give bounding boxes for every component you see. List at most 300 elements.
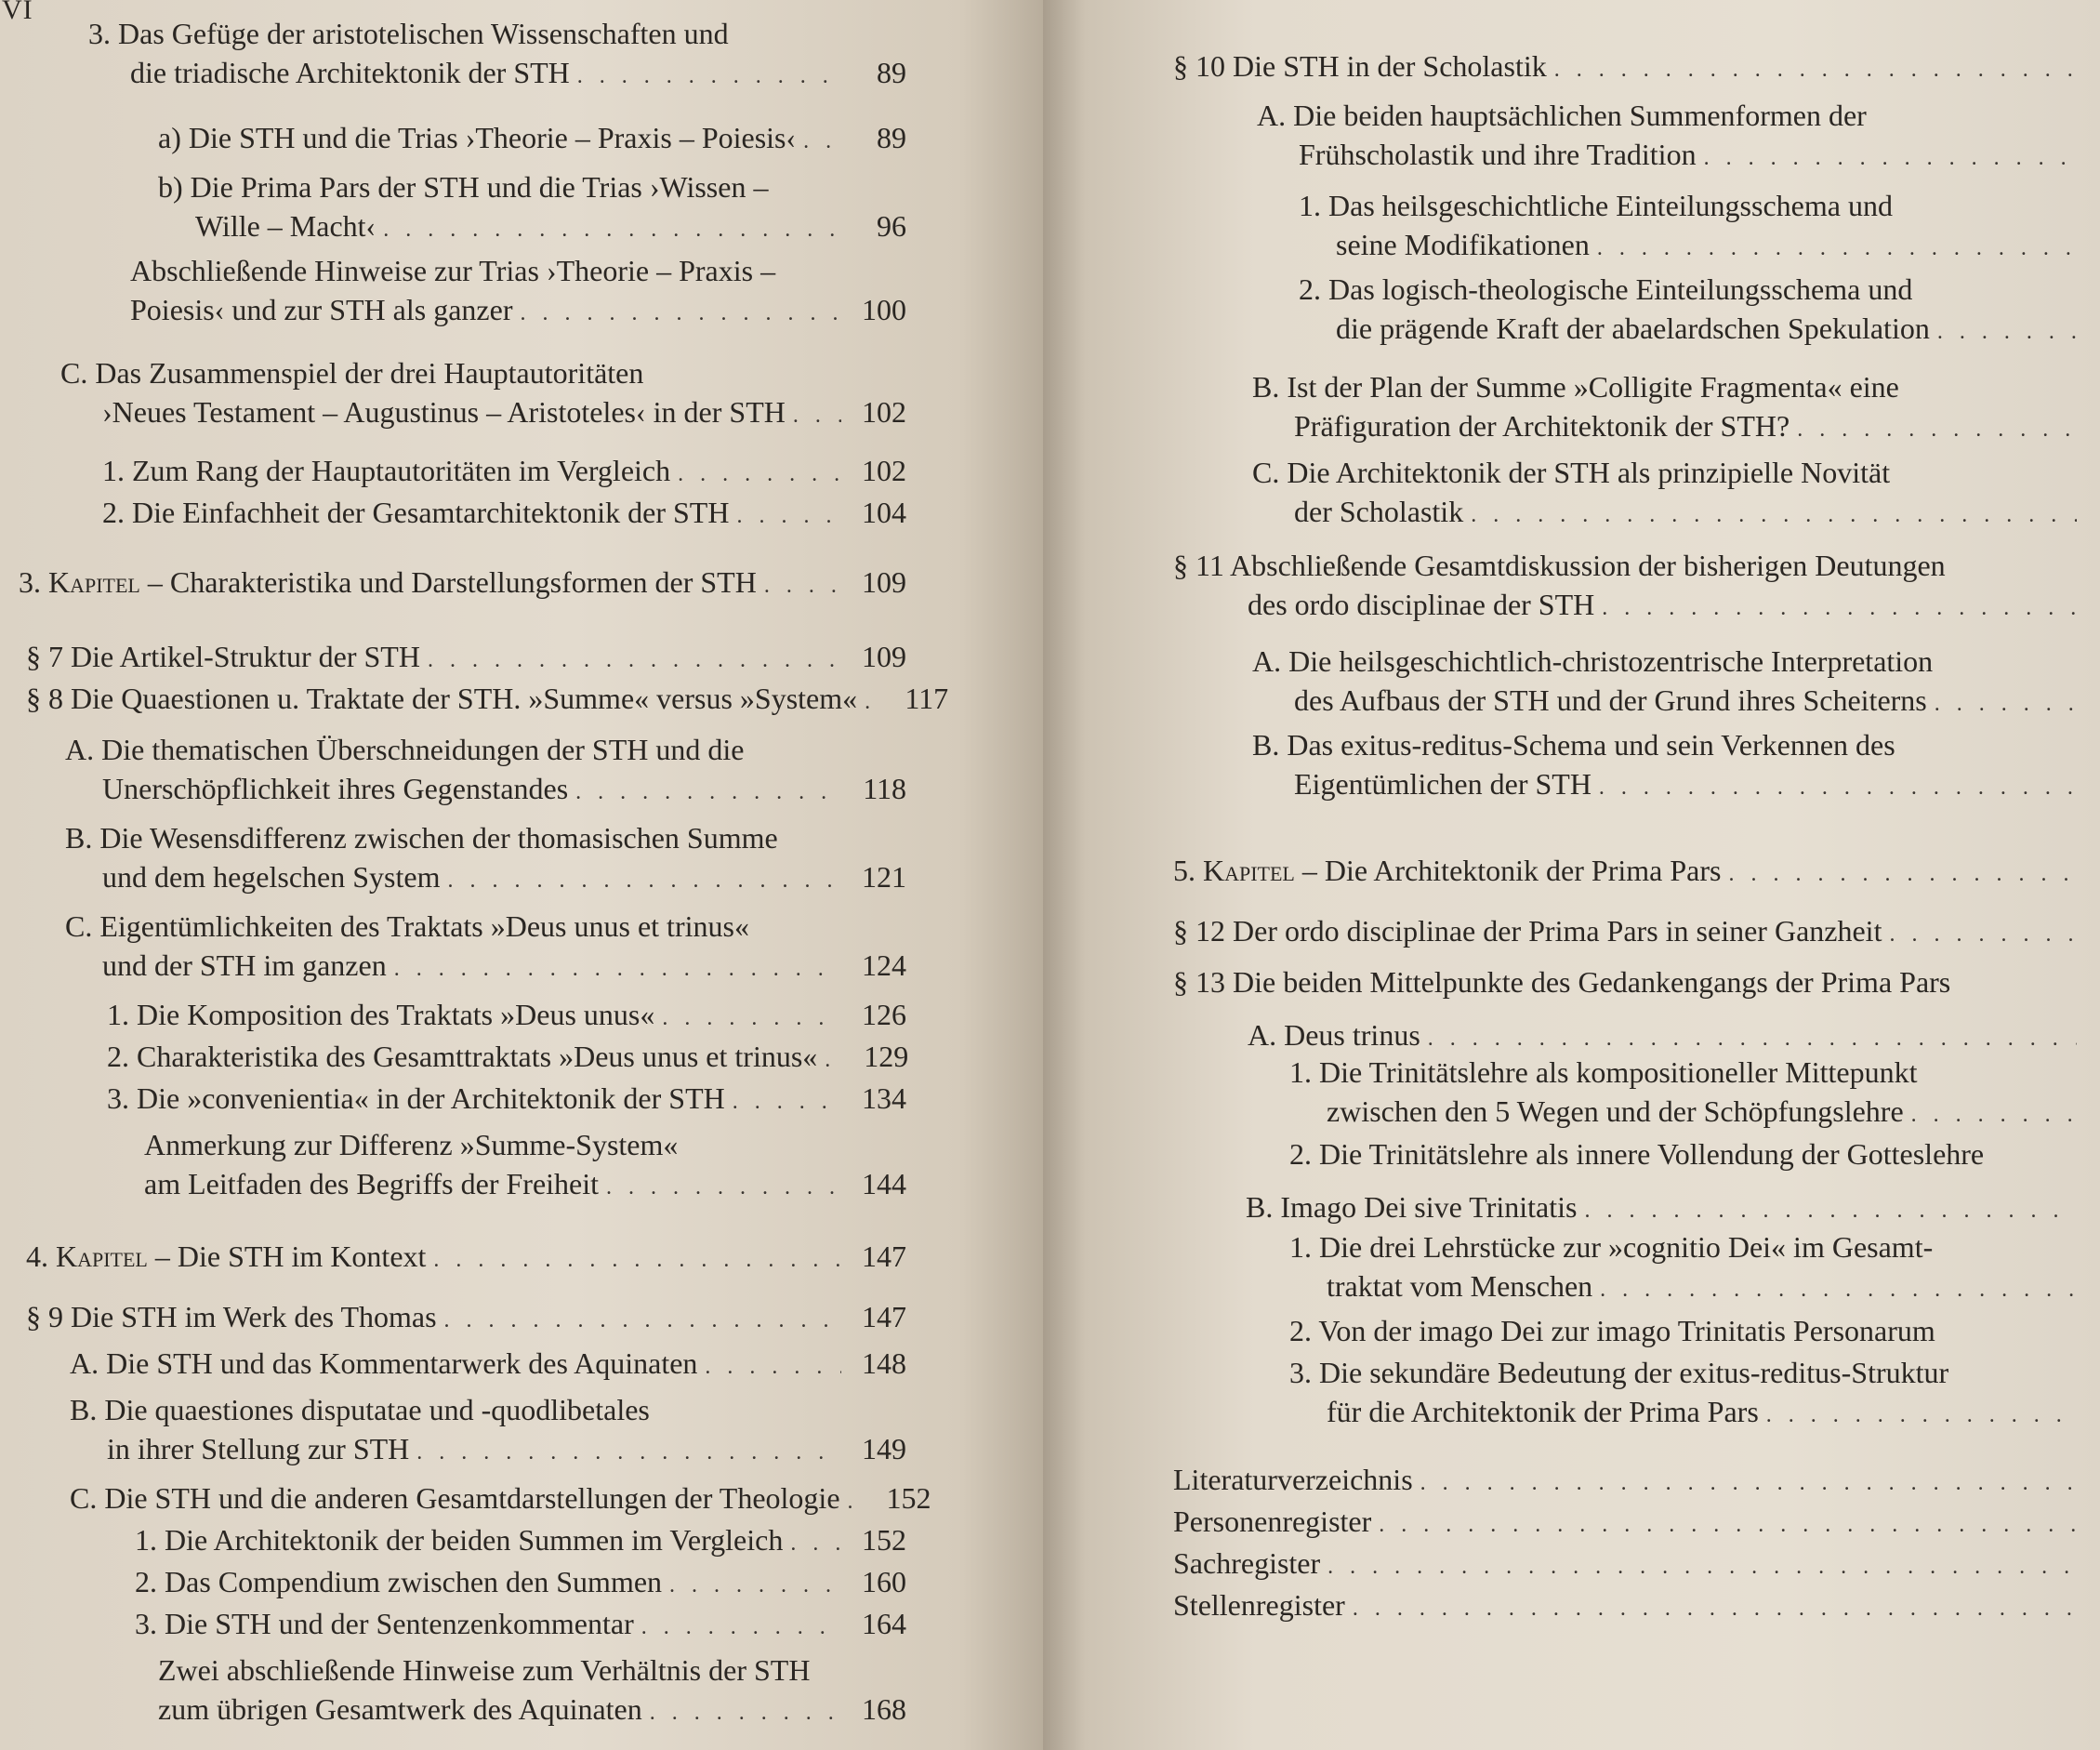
toc-line [1173, 1465, 2084, 1494]
toc-title-text: Personenregister [1173, 1505, 1372, 1538]
toc-entry [135, 1609, 906, 1638]
toc-line [1299, 191, 2084, 220]
toc-entry [70, 1481, 931, 1515]
toc-title-text: 2. Das logisch-theologische Einteilungsschema und [1299, 272, 1913, 306]
toc-entry [19, 567, 906, 597]
toc-entry [70, 1348, 906, 1378]
dot-leader [1797, 418, 2077, 441]
toc-title-text: § 7 Die Artikel-Struktur der STH [26, 640, 420, 673]
toc-entry-title [144, 1169, 599, 1199]
toc-page-number: 126 [862, 998, 906, 1031]
toc-page-number: 100 [862, 293, 906, 326]
dot-leader [865, 691, 883, 713]
toc-entry-title [70, 1348, 697, 1378]
toc-entry-title [1299, 191, 1893, 220]
toc-title-text: – Charakteristika und Darstellungsformen der STH [139, 565, 757, 599]
toc-entry-title [1289, 1232, 1933, 1262]
toc-line [60, 358, 906, 388]
toc-line [1299, 313, 2084, 343]
toc-entry-title [1252, 730, 1895, 760]
toc-entry-title [70, 1483, 840, 1513]
toc-entry [1248, 1020, 2084, 1050]
toc-line [1173, 855, 2084, 885]
dot-leader [520, 302, 841, 325]
toc-title-text: 3. Die STH und der Sentenzenkommentar [135, 1607, 634, 1640]
toc-title-text: A. Die STH und das Kommentarwerk des Aquinaten [70, 1346, 698, 1380]
toc-entry [1173, 855, 2084, 885]
toc-title-text: A. Die heilsgeschichtlich-christozentrische Interpretation [1252, 644, 1934, 678]
toc-title-text: C. Die STH und die anderen Gesamtdarstellungen der Theologie [70, 1481, 840, 1515]
toc-entry [1173, 51, 2084, 81]
toc-entry [1299, 191, 2084, 259]
chapter-label: Kapitel [48, 565, 140, 599]
toc-line [1173, 1548, 2084, 1578]
toc-entry-title [26, 683, 857, 713]
toc-entry-title [102, 774, 568, 803]
toc-title-text: A. Deus trinus [1248, 1018, 1420, 1052]
toc-line [135, 1609, 906, 1638]
toc-title-text: b) Die Prima Pars der STH und die Trias ›Wissen – [158, 170, 769, 204]
toc-entry-title [107, 1041, 817, 1071]
toc-entry [60, 358, 906, 427]
toc-entry [1289, 1316, 2084, 1346]
toc-line [65, 911, 906, 941]
toc-title-text: 1. Die drei Lehrstücke zur »cognitio Dei« im Gesamt- [1289, 1230, 1934, 1264]
toc-entry-title [158, 1694, 642, 1724]
toc-line [1299, 230, 2084, 259]
toc-line [70, 1395, 906, 1425]
toc-entry [158, 1655, 906, 1724]
toc-title-text: Stellenregister [1173, 1588, 1345, 1622]
toc-title-text: § 12 Der ordo disciplinae der Prima Pars in seiner Ganzheit [1173, 914, 1882, 948]
toc-entry [107, 1040, 909, 1073]
toc-line [158, 1655, 906, 1685]
toc-entry-title [1173, 1590, 1345, 1620]
toc-entry-title [1294, 411, 1790, 441]
toc-entry-title [1248, 1020, 1420, 1050]
dot-leader [1420, 1472, 2077, 1494]
toc-title-text: § 11 Abschließende Gesamtdiskussion der bisherigen Deutungen [1173, 549, 1946, 582]
toc-title-text: Eigentümlichen der STH [1294, 767, 1592, 801]
toc-line [1299, 274, 2084, 304]
toc-entry-title [1327, 1271, 1592, 1301]
toc-line [144, 1130, 906, 1160]
chapter-number: 5. [1173, 854, 1203, 887]
toc-page-number: 104 [862, 496, 906, 529]
toc-entry-title [1327, 1397, 1759, 1426]
toc-entry [107, 1000, 906, 1029]
toc-page-number: 168 [862, 1692, 906, 1726]
dot-leader [444, 1309, 841, 1332]
dot-leader [1704, 147, 2077, 169]
toc-entry [1173, 550, 2084, 619]
toc-line [102, 497, 906, 527]
toc-line [65, 823, 906, 853]
toc-entry-title [102, 456, 670, 485]
toc-line [19, 567, 906, 597]
toc-title-text: 2. Von der imago Dei zur imago Trinitatis Personarum [1289, 1314, 1935, 1347]
toc-line [1173, 550, 2084, 580]
toc-title-text: – Die STH im Kontext [147, 1240, 427, 1273]
toc-entry-title [1173, 51, 1547, 81]
toc-line [26, 642, 906, 671]
toc-entry-title [130, 58, 570, 87]
toc-entry [1252, 457, 2084, 526]
toc-entry-title [1327, 1096, 1904, 1126]
toc-entry [1252, 372, 2084, 441]
toc-entry-title [1289, 1358, 1948, 1387]
toc-page-number: 148 [862, 1346, 906, 1380]
toc-title-text: des Aufbaus der STH und der Grund ihres Scheiterns [1294, 683, 1927, 717]
toc-line [1252, 646, 2084, 676]
toc-entry-title [130, 256, 775, 285]
toc-line [1289, 1096, 2084, 1126]
toc-title-text: § 8 Die Quaestionen u. Traktate der STH. »Summe« versus »System« [26, 682, 858, 715]
dot-leader [1911, 1104, 2077, 1126]
chapter-number: 3. [19, 565, 48, 599]
toc-line [70, 1481, 931, 1515]
toc-entry-title [65, 823, 778, 853]
dot-leader [1379, 1514, 2077, 1536]
toc-title-text: 3. Das Gefüge der aristotelischen Wissenschaften und [88, 17, 729, 50]
toc-entry-title [26, 1241, 426, 1271]
toc-entry [1289, 1057, 2084, 1126]
toc-line [158, 211, 906, 241]
dot-leader [1935, 693, 2077, 715]
toc-title-text: § 13 Die beiden Mittelpunkte des Gedankengangs der Prima Pars [1173, 965, 1951, 999]
toc-line [88, 58, 906, 87]
toc-entry [26, 1302, 906, 1332]
toc-entry-title [1299, 139, 1697, 169]
toc-entry-title [60, 358, 643, 388]
toc-line [1289, 1139, 2084, 1169]
dot-leader [848, 1491, 866, 1513]
dot-leader [447, 869, 841, 892]
toc-line [65, 862, 906, 892]
toc-entry-title [102, 862, 440, 892]
toc-entry-title [158, 123, 796, 152]
toc-entry [107, 1083, 906, 1113]
toc-line [1252, 457, 2084, 487]
toc-title-text: 2. Charakteristika des Gesamttraktats »Deus unus et trinus« [107, 1040, 818, 1073]
dot-leader [662, 1007, 841, 1029]
toc-title-text: 1. Das heilsgeschichtliche Einteilungsschema und [1299, 189, 1893, 222]
dot-leader [575, 781, 841, 803]
toc-entry [135, 1525, 906, 1555]
toc-line [26, 682, 949, 715]
toc-line [1289, 1057, 2084, 1087]
toc-entry-title [102, 497, 729, 527]
toc-line [1173, 51, 2084, 81]
toc-title-text: B. Die Wesensdifferenz zwischen der thomasischen Summe [65, 821, 778, 855]
dot-leader [803, 130, 841, 152]
toc-line [1289, 1232, 2084, 1262]
toc-title-text: am Leitfaden des Begriffs der Freiheit [144, 1167, 600, 1200]
toc-entry [26, 682, 949, 715]
toc-title-text: 3. Die sekundäre Bedeutung der exitus-reditus-Struktur [1289, 1356, 1949, 1389]
toc-title-text: – Die Architektonik der Prima Pars [1294, 854, 1722, 887]
toc-page-number: 89 [877, 121, 906, 154]
toc-line [1289, 1358, 2084, 1387]
dot-leader [1766, 1404, 2077, 1426]
dot-leader [1889, 923, 2077, 946]
dot-leader [764, 575, 841, 597]
toc-entry-title [70, 1395, 650, 1425]
toc-title-text: 2. Die Trinitätslehre als innere Vollendung der Gotteslehre [1289, 1137, 1985, 1171]
toc-title-text: Abschließende Hinweise zur Trias ›Theorie – Praxis – [130, 254, 776, 287]
right-page [1043, 0, 2100, 1750]
toc-title-text: Sachregister [1173, 1546, 1321, 1580]
toc-line [1257, 139, 2084, 169]
dot-leader [733, 1091, 841, 1113]
toc-line [1257, 100, 2084, 130]
toc-entry-title [1173, 855, 1721, 885]
chapter-number: 4. [26, 1240, 56, 1273]
toc-line [1248, 1020, 2084, 1050]
dot-leader [433, 1249, 841, 1271]
dot-leader [650, 1702, 841, 1724]
toc-entry-title [65, 911, 749, 941]
toc-right [1043, 0, 2100, 1750]
toc-page-number: 124 [862, 948, 906, 982]
dot-leader [669, 1574, 841, 1597]
toc-title-text: B. Die quaestiones disputatae und -quodlibetales [70, 1393, 650, 1426]
dot-leader [790, 1532, 841, 1555]
toc-line [130, 256, 906, 285]
toc-line [158, 123, 906, 152]
toc-line [1173, 1506, 2084, 1536]
dot-leader [1353, 1598, 2077, 1620]
toc-title-text: Frühscholastik und ihre Tradition [1299, 138, 1697, 171]
toc-entry [65, 823, 906, 892]
chapter-label: Kapitel [56, 1240, 148, 1273]
toc-entry [1173, 1590, 2084, 1620]
toc-title-text: A. Die thematischen Überschneidungen der STH und die [65, 733, 745, 766]
dot-leader [678, 463, 841, 485]
dot-leader [428, 649, 841, 671]
toc-line [158, 172, 906, 202]
toc-line [1173, 916, 2084, 946]
toc-title-text: 1. Die Trinitätslehre als kompositioneller Mittepunkt [1289, 1055, 1918, 1089]
toc-entry [88, 19, 906, 87]
toc-entry-title [107, 1083, 725, 1113]
toc-line [60, 397, 906, 427]
toc-title-text: der Scholastik [1294, 495, 1464, 528]
toc-title-text: B. Imago Dei sive Trinitatis [1246, 1190, 1578, 1224]
toc-entry-title [135, 1567, 662, 1597]
toc-entry-title [135, 1525, 783, 1555]
toc-line [1252, 685, 2084, 715]
toc-entry [1246, 1192, 2084, 1222]
toc-title-text: C. Das Zusammenspiel der drei Hauptautoritäten [60, 356, 644, 390]
toc-title-text: 3. Die »convenientia« in der Architektonik der STH [107, 1081, 725, 1115]
toc-entry [1299, 274, 2084, 343]
toc-entry-title [65, 735, 744, 764]
toc-line [1252, 411, 2084, 441]
toc-entry-title [1257, 100, 1867, 130]
toc-line [1173, 590, 2084, 619]
toc-entry [130, 256, 906, 325]
dot-leader [1599, 776, 2077, 799]
dot-leader [416, 1441, 841, 1464]
dot-leader [825, 1049, 843, 1071]
toc-title-text: Unerschöpflichkeit ihres Gegenstandes [102, 772, 569, 805]
dot-leader [1428, 1027, 2077, 1050]
toc-title-text: Präfiguration der Architektonik der STH? [1294, 409, 1790, 443]
toc-title-text: C. Die Architektonik der STH als prinzipielle Novität [1252, 456, 1891, 489]
toc-page-number: 102 [862, 454, 906, 487]
toc-entry-title [144, 1130, 678, 1160]
toc-page-number: 144 [862, 1167, 906, 1200]
toc-entry-title [1252, 372, 1899, 402]
toc-title-text: des ordo disciplinae der STH [1248, 588, 1595, 621]
toc-title-text: seine Modifikationen [1336, 228, 1590, 261]
toc-page-number: 109 [862, 640, 906, 673]
toc-line [144, 1169, 906, 1199]
toc-page-number: 96 [877, 209, 906, 243]
toc-line [107, 1083, 906, 1113]
toc-entry-title [1336, 230, 1590, 259]
toc-title-text: Poiesis‹ und zur STH als ganzer [130, 293, 513, 326]
toc-entry [158, 123, 906, 152]
toc-entry-title [158, 1655, 810, 1685]
dot-leader [1554, 59, 2077, 81]
toc-page-number: 109 [862, 565, 906, 599]
toc-entry-title [135, 1609, 634, 1638]
dot-leader [736, 505, 841, 527]
dot-leader [1471, 504, 2077, 526]
toc-entry-title [107, 1000, 654, 1029]
toc-line [26, 1302, 906, 1332]
toc-line [1289, 1316, 2084, 1346]
toc-entry [1173, 1465, 2084, 1494]
toc-page-number: 149 [862, 1432, 906, 1465]
dot-leader [705, 1356, 841, 1378]
toc-entry-title [26, 1302, 437, 1332]
toc-title-text: und der STH im ganzen [102, 948, 387, 982]
toc-entry [1289, 1358, 2084, 1426]
toc-entry-title [1173, 1465, 1413, 1494]
toc-entry [65, 735, 906, 803]
toc-line [1289, 1397, 2084, 1426]
toc-title-text: A. Die beiden hauptsächlichen Summenformen der [1257, 99, 1867, 132]
toc-line [65, 774, 906, 803]
toc-entry [26, 642, 906, 671]
toc-page-number: 152 [862, 1523, 906, 1557]
toc-page-number: 147 [862, 1240, 906, 1273]
toc-entry [158, 172, 906, 241]
toc-entry-title [1289, 1139, 1984, 1169]
toc-entry-title [19, 567, 757, 597]
toc-entry-title [158, 172, 768, 202]
toc-entry [1252, 646, 2084, 715]
toc-page-number: 121 [862, 860, 906, 894]
toc-entry-title [1173, 550, 1946, 580]
toc-title-text: a) Die STH und die Trias ›Theorie – Praxis – Poiesis‹ [158, 121, 797, 154]
toc-line [107, 1000, 906, 1029]
toc-entry [102, 456, 906, 485]
toc-page-number: 160 [862, 1565, 906, 1598]
toc-line [130, 295, 906, 325]
toc-title-text: 1. Zum Rang der Hauptautoritäten im Vergleich [102, 454, 671, 487]
toc-title-text: Wille – Macht‹ [195, 209, 376, 243]
toc-entry-title [1173, 1548, 1320, 1578]
toc-line [158, 1694, 906, 1724]
dot-leader [1327, 1556, 2077, 1578]
page-number: VI [2, 0, 33, 25]
toc-entry [1289, 1232, 2084, 1301]
toc-entry-title [1173, 1506, 1371, 1536]
dot-leader [1584, 1200, 2077, 1222]
dot-leader [394, 958, 841, 980]
toc-title-text: B. Das exitus-reditus-Schema und sein Verkennen des [1252, 728, 1895, 762]
left-page [0, 0, 1043, 1750]
toc-entry-title [195, 211, 376, 241]
toc-entry-title [1299, 274, 1912, 304]
toc-title-text: B. Ist der Plan der Summe »Colligite Fragmenta« eine [1252, 370, 1899, 404]
dot-leader [383, 219, 841, 241]
toc-entry [1257, 100, 2084, 169]
dot-leader [793, 404, 841, 427]
toc-title-text: § 10 Die STH in der Scholastik [1173, 49, 1547, 83]
toc-page-number: 134 [862, 1081, 906, 1115]
toc-title-text: 1. Die Komposition des Traktats »Deus unus« [107, 998, 655, 1031]
toc-entry-title [1173, 916, 1882, 946]
dot-leader [1937, 321, 2077, 343]
toc-line [65, 735, 906, 764]
toc-title-text: und dem hegelschen System [102, 860, 441, 894]
toc-entry-title [1248, 590, 1594, 619]
dot-leader [1602, 597, 2077, 619]
dot-leader [606, 1176, 841, 1199]
toc-line [107, 1040, 909, 1073]
toc-page-number: 102 [862, 395, 906, 429]
toc-line [1252, 769, 2084, 799]
toc-title-text: für die Architektonik der Prima Pars [1327, 1395, 1759, 1428]
toc-title-text: Literaturverzeichnis [1173, 1463, 1413, 1496]
toc-title-text: C. Eigentümlichkeiten des Traktats »Deus unus et trinus« [65, 909, 749, 943]
toc-entry-title [130, 295, 512, 325]
toc-line [88, 19, 906, 48]
toc-line [102, 456, 906, 485]
toc-entry [1173, 916, 2084, 946]
toc-line [1173, 1590, 2084, 1620]
toc-title-text: ›Neues Testament – Augustinus – Aristoteles‹ in der STH [102, 395, 786, 429]
toc-page-number: 129 [864, 1040, 909, 1073]
toc-entry-title [1294, 769, 1592, 799]
toc-entry [1173, 1548, 2084, 1578]
toc-entry-title [1294, 497, 1463, 526]
toc-line [1252, 372, 2084, 402]
toc-entry-title [1289, 1057, 1918, 1087]
toc-entry-title [1289, 1316, 1935, 1346]
toc-title-text: 2. Die Einfachheit der Gesamtarchitektonik der STH [102, 496, 730, 529]
toc-entry [1173, 1506, 2084, 1536]
toc-entry-title [102, 950, 387, 980]
toc-title-text: Anmerkung zur Differenz »Summe-System« [144, 1128, 679, 1161]
toc-line [1246, 1192, 2084, 1222]
toc-line [70, 1348, 906, 1378]
toc-entry-title [88, 19, 729, 48]
dot-leader [577, 65, 841, 87]
toc-line [1173, 967, 2084, 997]
toc-entry-title [1336, 313, 1930, 343]
dot-leader [641, 1616, 841, 1638]
dot-leader [1728, 863, 2077, 885]
toc-page-number: 147 [862, 1300, 906, 1333]
toc-entry [102, 497, 906, 527]
dot-leader [1597, 237, 2077, 259]
